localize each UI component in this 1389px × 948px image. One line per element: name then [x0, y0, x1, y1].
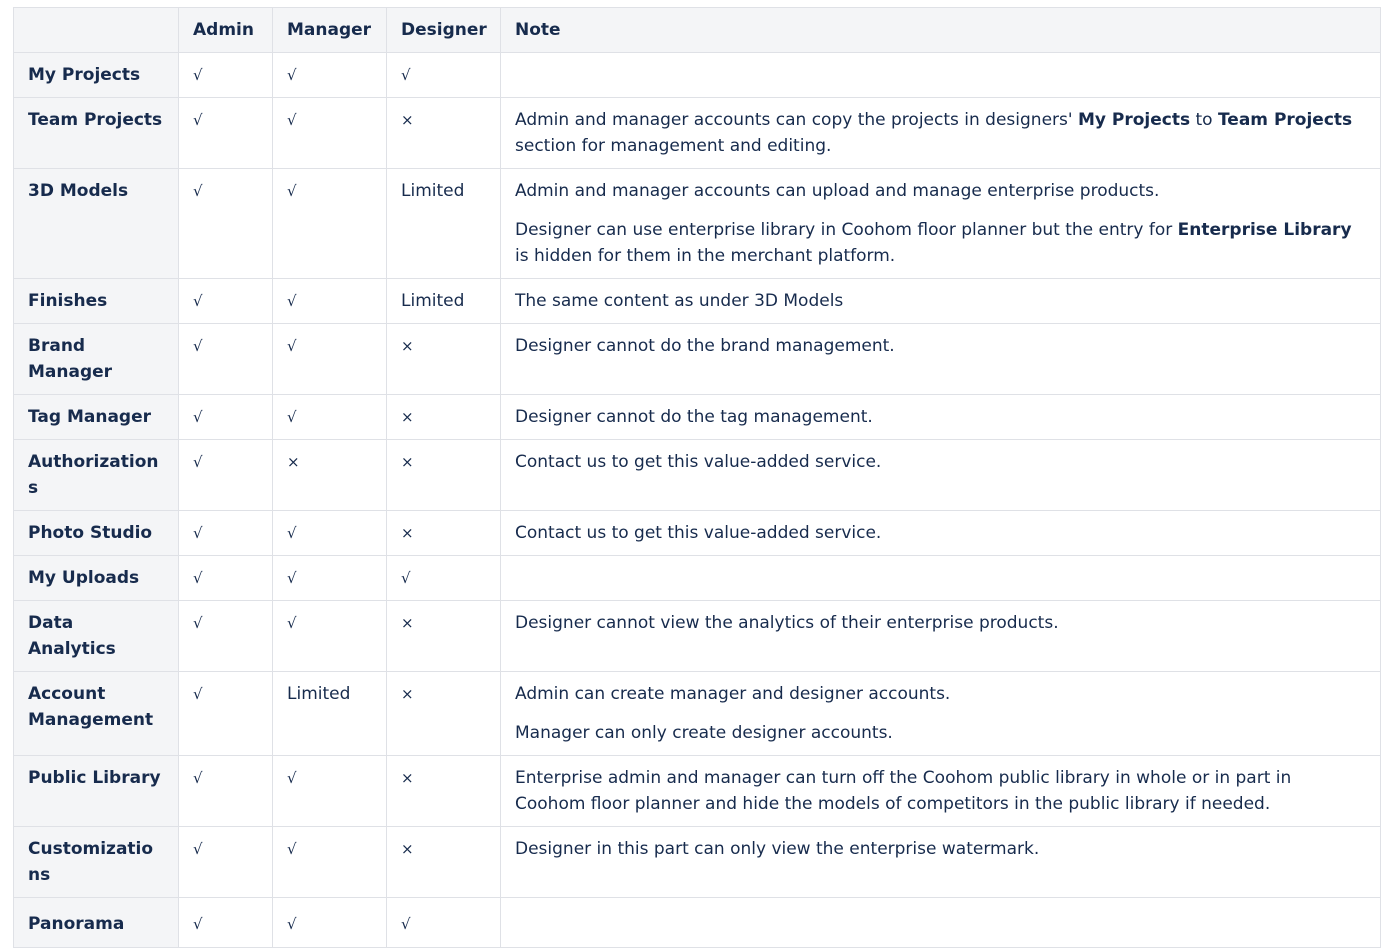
- designer-permission: ×: [387, 827, 501, 898]
- feature-name: Brand Manager: [14, 324, 179, 395]
- note-paragraph: [515, 681, 1367, 707]
- note-cell: [501, 395, 1381, 440]
- note-paragraph: [515, 449, 1367, 475]
- manager-permission: √: [273, 511, 387, 556]
- feature-name: Team Projects: [14, 98, 179, 169]
- admin-permission: √: [179, 169, 273, 279]
- table-row: [14, 395, 1381, 440]
- feature-name: Photo Studio: [14, 511, 179, 556]
- note-text: section for management and editing.: [515, 136, 832, 156]
- feature-name: My Uploads: [14, 556, 179, 601]
- table-row: [14, 324, 1381, 395]
- header-admin: Admin: [179, 8, 273, 53]
- designer-permission: Limited: [387, 279, 501, 324]
- manager-permission: √: [273, 279, 387, 324]
- header-note: Note: [501, 8, 1381, 53]
- admin-permission: √: [179, 898, 273, 948]
- manager-permission: √: [273, 395, 387, 440]
- table-row: [14, 898, 1381, 948]
- admin-permission: √: [179, 279, 273, 324]
- feature-name: Tag Manager: [14, 395, 179, 440]
- note-text: Designer cannot do the tag management.: [515, 407, 873, 427]
- header-designer: Designer: [387, 8, 501, 53]
- feature-name: Finishes: [14, 279, 179, 324]
- table-row: [14, 53, 1381, 98]
- admin-permission: √: [179, 601, 273, 672]
- table-row: [14, 756, 1381, 827]
- feature-name: My Projects: [14, 53, 179, 98]
- note-text: Admin can create manager and designer accounts.: [515, 684, 951, 704]
- designer-permission: √: [387, 53, 501, 98]
- feature-name: Customizations: [14, 827, 179, 898]
- note-cell: [501, 827, 1381, 898]
- permissions-table-container: [13, 7, 1381, 948]
- feature-name: 3D Models: [14, 169, 179, 279]
- admin-permission: √: [179, 98, 273, 169]
- note-cell: [501, 556, 1381, 601]
- manager-permission: √: [273, 827, 387, 898]
- note-paragraph: [515, 520, 1367, 546]
- feature-name: Data Analytics: [14, 601, 179, 672]
- note-cell: [501, 169, 1381, 279]
- note-text: Contact us to get this value-added service.: [515, 523, 882, 543]
- designer-permission: ×: [387, 511, 501, 556]
- header-row: [14, 8, 1381, 53]
- designer-permission: Limited: [387, 169, 501, 279]
- designer-permission: ×: [387, 98, 501, 169]
- note-paragraph: [515, 720, 1367, 746]
- note-paragraph: [515, 610, 1367, 636]
- admin-permission: √: [179, 672, 273, 756]
- note-text: Designer cannot do the brand management.: [515, 336, 895, 356]
- table-row: [14, 440, 1381, 511]
- table-header: [14, 8, 1381, 53]
- admin-permission: √: [179, 53, 273, 98]
- note-cell: [501, 756, 1381, 827]
- note-paragraph: [515, 836, 1367, 862]
- designer-permission: √: [387, 556, 501, 601]
- note-text: Manager can only create designer accounts.: [515, 723, 893, 743]
- note-cell: [501, 898, 1381, 948]
- note-paragraph: [515, 404, 1367, 430]
- manager-permission: √: [273, 898, 387, 948]
- feature-name: Account Management: [14, 672, 179, 756]
- table-row: [14, 672, 1381, 756]
- note-text: Designer can use enterprise library in Coohom floor planner but the entry for: [515, 220, 1178, 240]
- designer-permission: √: [387, 898, 501, 948]
- designer-permission: ×: [387, 395, 501, 440]
- designer-permission: ×: [387, 601, 501, 672]
- table-row: [14, 556, 1381, 601]
- admin-permission: √: [179, 324, 273, 395]
- permissions-table: [13, 7, 1381, 948]
- note-cell: [501, 511, 1381, 556]
- manager-permission: √: [273, 756, 387, 827]
- note-paragraph: [515, 333, 1367, 359]
- note-cell: [501, 672, 1381, 756]
- note-text: Designer cannot view the analytics of their enterprise products.: [515, 613, 1059, 633]
- header-feature: [14, 8, 179, 53]
- manager-permission: √: [273, 98, 387, 169]
- note-paragraph: [515, 217, 1367, 269]
- manager-permission: √: [273, 169, 387, 279]
- manager-permission: Limited: [273, 672, 387, 756]
- note-cell: [501, 601, 1381, 672]
- admin-permission: √: [179, 440, 273, 511]
- note-paragraph: [515, 288, 1367, 314]
- designer-permission: ×: [387, 324, 501, 395]
- note-cell: [501, 279, 1381, 324]
- admin-permission: √: [179, 395, 273, 440]
- designer-permission: ×: [387, 756, 501, 827]
- table-row: [14, 279, 1381, 324]
- manager-permission: √: [273, 53, 387, 98]
- table-body: [14, 53, 1381, 948]
- table-row: [14, 98, 1381, 169]
- table-row: [14, 169, 1381, 279]
- note-text: is hidden for them in the merchant platform.: [515, 246, 896, 266]
- feature-name: Public Library: [14, 756, 179, 827]
- note-paragraph: [515, 107, 1367, 159]
- note-emphasis: My Projects: [1077, 110, 1191, 130]
- feature-name: Authorizations: [14, 440, 179, 511]
- note-cell: [501, 53, 1381, 98]
- note-cell: [501, 98, 1381, 169]
- designer-permission: ×: [387, 672, 501, 756]
- designer-permission: ×: [387, 440, 501, 511]
- note-text: Contact us to get this value-added service.: [515, 452, 882, 472]
- manager-permission: √: [273, 556, 387, 601]
- manager-permission: ×: [273, 440, 387, 511]
- note-paragraph: [515, 178, 1367, 204]
- note-cell: [501, 440, 1381, 511]
- table-row: [14, 827, 1381, 898]
- feature-name: Panorama: [14, 898, 179, 948]
- note-text: Designer in this part can only view the enterprise watermark.: [515, 839, 1040, 859]
- manager-permission: √: [273, 601, 387, 672]
- manager-permission: √: [273, 324, 387, 395]
- header-manager: Manager: [273, 8, 387, 53]
- note-text: Admin and manager accounts can copy the projects in designers': [515, 110, 1078, 130]
- table-row: [14, 511, 1381, 556]
- note-cell: [501, 324, 1381, 395]
- table-row: [14, 601, 1381, 672]
- note-text: The same content as under 3D Models: [515, 291, 844, 311]
- note-paragraph: [515, 765, 1367, 817]
- note-text: Admin and manager accounts can upload and manage enterprise products.: [515, 181, 1160, 201]
- note-text: to: [1190, 110, 1218, 130]
- note-emphasis: Team Projects: [1217, 110, 1353, 130]
- admin-permission: √: [179, 827, 273, 898]
- admin-permission: √: [179, 756, 273, 827]
- note-emphasis: Enterprise Library: [1177, 220, 1352, 240]
- admin-permission: √: [179, 511, 273, 556]
- admin-permission: √: [179, 556, 273, 601]
- note-text: Enterprise admin and manager can turn off the Coohom public library in whole or in part in Coohom floor planner and hide the models of competitors in the public library if needed.: [515, 768, 1292, 814]
